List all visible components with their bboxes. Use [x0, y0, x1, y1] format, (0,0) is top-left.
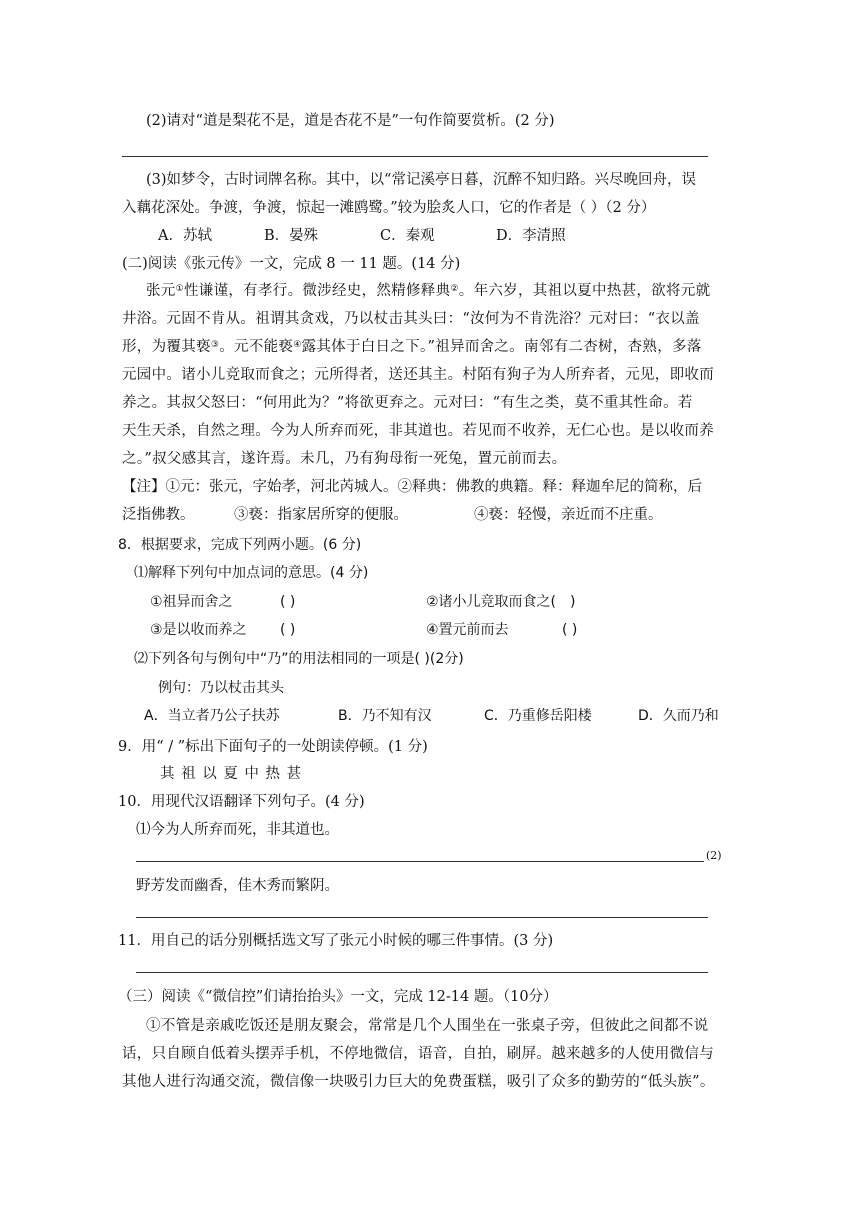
q8-title: 8．根据要求，完成下列两小题。(6 分) — [118, 537, 362, 553]
q8-item3-blank[interactable]: ( ) — [280, 622, 296, 638]
q8-item4-blank[interactable]: ( ) — [562, 622, 578, 638]
note-line2-c: ④亵：轻慢，亲近而不庄重。 — [474, 507, 663, 523]
q8-item1-text: ①祖异而舍之 — [150, 594, 233, 610]
q7-option-c: C．秦观 — [380, 228, 435, 244]
q7-sub3-line2: 入藕花深处。争渡，争渡，惊起一滩鸥鹭。”较为脍炙人口，它的作者是（ ）（2 分） — [122, 200, 656, 216]
note-line2-a: 泛指佛教。 — [122, 507, 195, 523]
q7-option-d: D．李清照 — [496, 228, 566, 244]
q8-item1-blank[interactable]: ( ) — [280, 594, 296, 610]
q8-item4-text: ④置元前而去 — [426, 622, 509, 638]
q7-option-b: B．晏殊 — [264, 228, 319, 244]
q11-title: 11．用自己的话分别概括选文写了张元小时候的哪三件事情。(3 分) — [118, 933, 554, 949]
q9-sentence: 其 祖 以 夏 中 热 甚 — [160, 766, 303, 782]
passage-line: 井浴。元固不肯从。祖谓其贪戏，乃以杖击其头曰：“汝何为不肯洗浴？元对曰：“衣以盖 — [122, 311, 700, 327]
section3-para-line: ①不管是亲戚吃饭还是朋友聚会，常常是几个人围坐在一张桌子旁，但彼此之间都不说 — [146, 1018, 709, 1034]
q8-item2-text: ②诸小儿竞取而食之( — [426, 594, 557, 610]
q8-sub1: ⑴解释下列句中加点词的意思。(4 分) — [134, 565, 369, 581]
q8-example: 例句：乃以杖击其头 — [158, 680, 284, 696]
q10-sub2: 野芳发而幽香，佳木秀而繁阴。 — [136, 878, 339, 894]
answer-line — [136, 972, 708, 973]
q10-sub2-marker: (2) — [706, 849, 722, 862]
passage-line: 元园中。诸小儿竞取而食之；元所得者，送还其主。村陌有狗子为人所弃者，元见，即收而 — [122, 367, 714, 383]
q7-option-a: A．苏轼 — [158, 228, 212, 244]
section3-heading: （三）阅读《“微信控”们请抬抬头》一文，完成 12-14 题。（10分） — [118, 989, 558, 1005]
q7-sub3-line1: (3)如梦令，古时词牌名称。其中，以“常记溪亭日暮，沉醉不知归路。兴尽晚回舟，误 — [146, 172, 696, 188]
passage-line: 天生天杀，自然之理。今为人所弃而死，非其道也。若见而不收养，无仁心也。是以收而养 — [122, 423, 714, 439]
q7-sub2: (2)请对“道是梨花不是，道是杏花不是”一句作简要赏析。(2 分) — [146, 113, 555, 129]
passage-line: 之。”叔父感其言，遂许焉。未几，乃有狗母衔一死兔，置元前而去。 — [122, 451, 567, 467]
section3-para-line: 其他人进行沟通交流，微信像一块吸引力巨大的免费蛋糕，吸引了众多的勤劳的“低头族”。 — [122, 1074, 715, 1090]
answer-line — [136, 917, 708, 918]
answer-line — [122, 156, 708, 157]
passage-line: 养之。其叔父怒曰：“何用此为？”将欲更弃之。元对曰：“有生之类，莫不重其性命。若 — [122, 395, 693, 411]
q8-sub2: ⑵下列各句与例句中“乃”的用法相同的一项是( )(2分) — [134, 651, 464, 667]
section2-heading: (二)阅读《张元传》一文，完成 8 一 11 题。(14 分) — [122, 256, 461, 272]
section3-para-line: 话，只自顾自低着头摆弄手机，不停地微信，语音，自拍，刷屏。越来越多的人使用微信与 — [122, 1046, 714, 1062]
answer-line — [136, 861, 704, 862]
note-line1: 【注】①元：张元，字始孝，河北芮城人。②释典：佛教的典籍。释：释迦牟尼的简称，后 — [122, 479, 702, 495]
q8-item3-text: ③是以收而养之 — [150, 622, 247, 638]
passage-line: 张元①性谦谨，有孝行。微涉经史，然精修释典②。年六岁，其祖以夏中热甚，欲将元就 — [146, 283, 711, 299]
q8-item2-blank[interactable]: ) — [570, 594, 576, 610]
q8-option-d: D．久而乃和 — [638, 708, 719, 724]
q10-title: 10．用现代汉语翻译下列句子。(4 分) — [118, 794, 365, 810]
q8-option-c: C．乃重修岳阳楼 — [484, 708, 592, 724]
q9-title: 9．用“ / ”标出下面句子的一处朗读停顿。(1 分) — [118, 739, 428, 755]
q8-option-a: A．当立者乃公子扶苏 — [144, 708, 280, 724]
note-line2-b: ③亵：指家居所穿的便服。 — [234, 507, 408, 523]
passage-line: 形，为覆其亵③。元不能亵④露其体于白日之下。”祖异而舍之。南邻有二杏树，杏熟，多落 — [122, 339, 702, 355]
q10-sub1: ⑴今为人所弃而死，非其道也。 — [136, 822, 339, 838]
q8-option-b: B．乃不知有汉 — [338, 708, 432, 724]
